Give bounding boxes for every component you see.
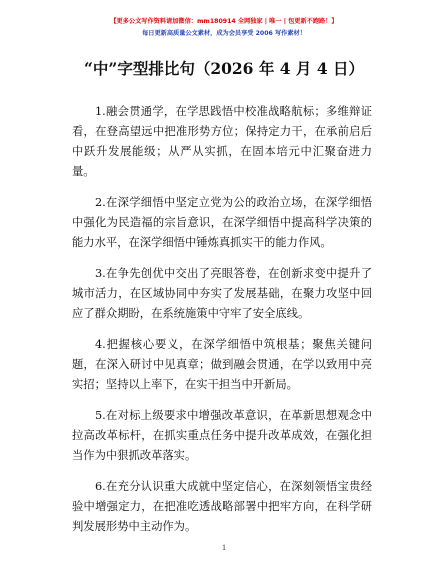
paragraph-4 <box>72 335 372 395</box>
paragraph-number: 6. <box>95 480 106 493</box>
paragraph-text: 融会贯通学，在学思践悟中校准战略航标；多维辩证看，在登高望远中把准形势方位；保持定力干，在承前启后中跃升发展能级；从严从实抓，在固本培元中汇聚奋进力量。 <box>72 105 372 178</box>
paragraph-text: 在深学细悟中坚定立党为公的政治立场，在深学细悟中强化为民造福的宗旨意识，在深学细悟中提高科学决策的能力水平，在深学细悟中锤炼真抓实干的能力作风。 <box>72 196 372 249</box>
paragraph-2 <box>72 193 372 253</box>
paragraph-1 <box>72 102 372 182</box>
paragraph-number: 4. <box>95 338 106 351</box>
paragraph-list <box>72 102 372 548</box>
paragraph-text: 在争先创优中交出了亮眼答卷，在创新求变中提升了城市活力，在区域协同中夯实了发展基础，在聚力攻坚中回应了群众期盼，在系统施策中守牢了安全底线。 <box>72 267 372 320</box>
paragraph-6 <box>72 477 372 537</box>
paragraph-number: 1. <box>95 105 106 118</box>
promo-banner-line-2: 每日更新高质量公文素材，成为会员享受 2006 写作素材！ <box>142 30 306 37</box>
paragraph-text: 在对标上级要求中增强改革意识，在革新思想观念中拉高改革标杆，在抓实重点任务中提升改革成效，在强化担当作为中狠抓改革落实。 <box>72 409 372 462</box>
promo-banner <box>0 16 448 40</box>
paragraph-5 <box>72 406 372 466</box>
paragraph-number: 3. <box>95 267 106 280</box>
page-number: 1 <box>222 543 226 552</box>
paragraph-3 <box>72 264 372 324</box>
paragraph-number: 2. <box>95 196 106 209</box>
paragraph-number: 5. <box>95 409 106 422</box>
promo-banner-line-1: 【更多公文写作资料请加微信：mm180914 全网独家 | 唯一 | 包更新不跑路！】 <box>110 18 338 25</box>
paragraph-text: 把握核心要义，在深学细悟中筑根基；聚焦关键问题，在深入研讨中见真章；做到融会贯通，在学以致用中亮实招；坚持以上率下，在实干担当中开新局。 <box>72 338 372 391</box>
paragraph-text: 在充分认识重大成就中坚定信心，在深刻领悟宝贵经验中增强定力，在把准吃透战略部署中把牢方向，在科学研判发展形势中主动作为。 <box>72 480 372 533</box>
document-title: “中”字型排比句（2026 年 4 月 4 日） <box>83 59 365 78</box>
